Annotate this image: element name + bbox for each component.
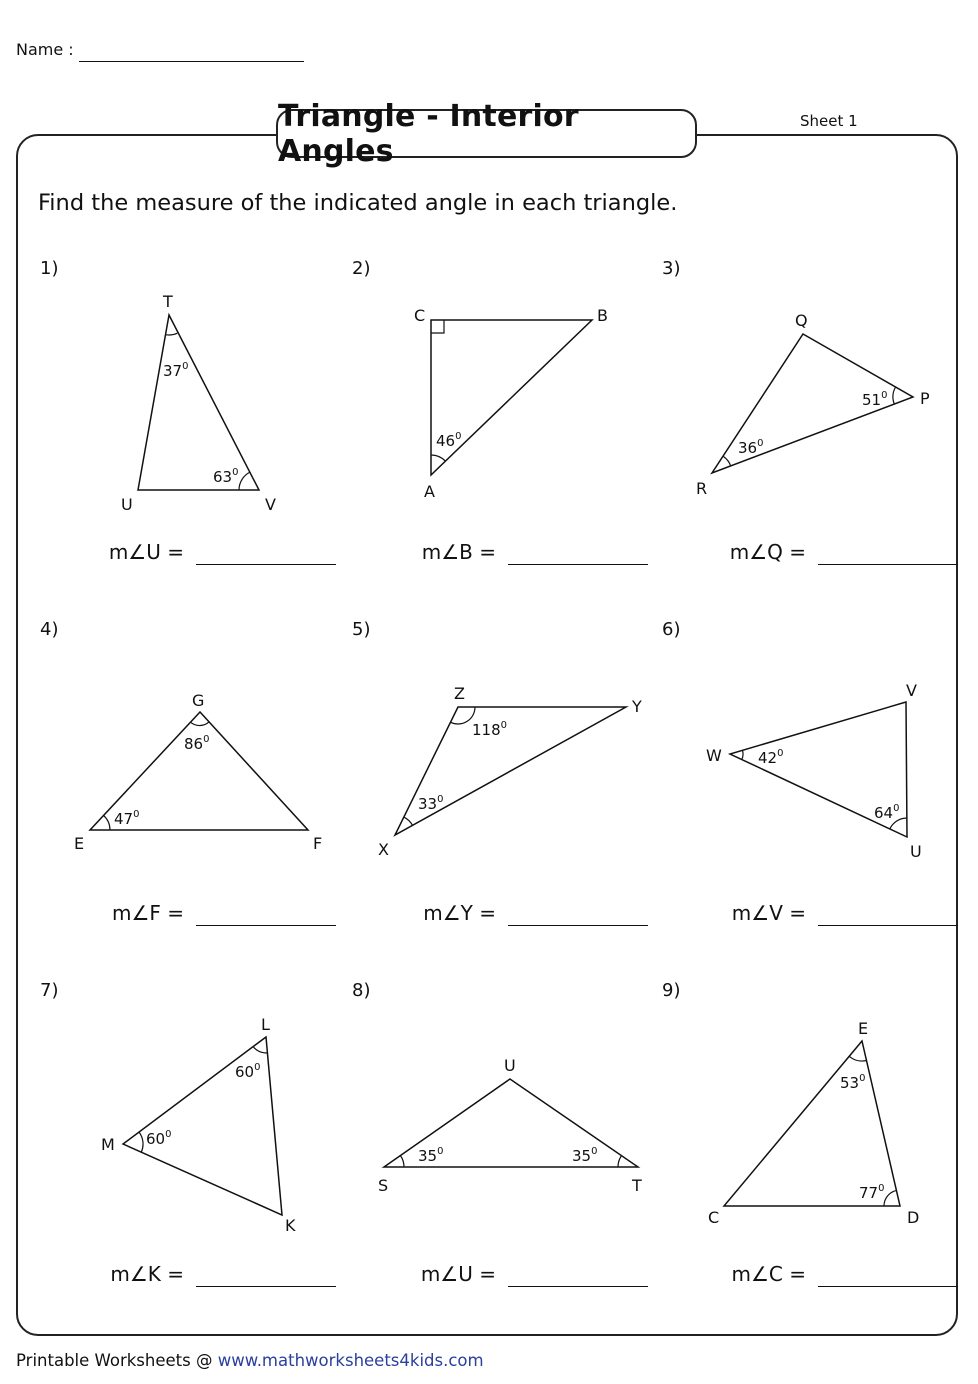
- problem-2: [346, 258, 646, 598]
- answer-label: m∠V =: [731, 901, 806, 925]
- angle-arc: [139, 1132, 143, 1152]
- vertex-label: S: [378, 1176, 389, 1195]
- answer-label: m∠B =: [421, 540, 496, 564]
- vertex-label: C: [708, 1208, 720, 1227]
- angle-arc: [404, 817, 413, 825]
- vertex-label: U: [504, 1056, 516, 1075]
- angle-label: $46^0$: [436, 431, 462, 450]
- vertex-label: G: [192, 691, 205, 710]
- answer-blank[interactable]: [818, 1286, 958, 1287]
- angle-label: $37^0$: [163, 361, 189, 380]
- problem-8: [346, 980, 646, 1320]
- angle-label: $60^0$: [235, 1062, 261, 1081]
- right-angle-mark: [431, 320, 444, 333]
- problem-number: 2): [352, 258, 371, 279]
- triangle-diagram: [34, 258, 334, 518]
- angle-label: $42^0$: [758, 748, 784, 767]
- angle-arc: [893, 387, 896, 404]
- triangle-shape: [431, 320, 592, 475]
- angle-label: $64^0$: [874, 803, 900, 822]
- vertex-label: K: [285, 1216, 296, 1235]
- angle-label: $77^0$: [859, 1183, 885, 1202]
- answer-blank[interactable]: [818, 564, 958, 565]
- answer-row: [346, 901, 646, 931]
- problem-number: 3): [662, 258, 681, 279]
- problem-number: 4): [40, 619, 59, 640]
- answer-blank[interactable]: [508, 925, 648, 926]
- answer-label: m∠U =: [108, 540, 184, 564]
- answer-row: [34, 901, 334, 931]
- angle-arc: [239, 472, 250, 490]
- answer-blank[interactable]: [196, 564, 336, 565]
- angle-arc: [431, 455, 445, 461]
- vertex-label: M: [101, 1135, 115, 1154]
- vertex-label: T: [163, 292, 173, 311]
- vertex-label: D: [907, 1208, 920, 1227]
- answer-label: m∠Q =: [729, 540, 806, 564]
- angle-arc: [618, 1156, 622, 1168]
- triangle-diagram: [656, 980, 956, 1240]
- angle-arc: [849, 1056, 866, 1061]
- angle-label: $63^0$: [213, 467, 239, 486]
- name-label: Name :: [16, 40, 74, 59]
- problem-1: [34, 258, 334, 598]
- vertex-label: E: [74, 834, 85, 853]
- problem-9: [656, 980, 956, 1320]
- triangle-shape: [724, 1041, 900, 1206]
- angle-arc: [884, 1190, 897, 1206]
- vertex-label: Z: [454, 684, 465, 703]
- problem-number: 6): [662, 619, 681, 640]
- problem-number: 9): [662, 980, 681, 1001]
- problem-number: 8): [352, 980, 371, 1001]
- vertex-label: Y: [632, 697, 642, 716]
- answer-blank[interactable]: [196, 925, 336, 926]
- problem-7: [34, 980, 334, 1320]
- answer-blank[interactable]: [818, 925, 958, 926]
- triangle-diagram: [656, 619, 956, 879]
- angle-label: $51^0$: [862, 390, 888, 409]
- triangle-diagram: [34, 619, 334, 879]
- triangle-diagram: [656, 258, 956, 518]
- vertex-label: U: [910, 842, 922, 861]
- vertex-label: U: [121, 495, 133, 514]
- triangle-diagram: [346, 980, 646, 1240]
- angle-label: $36^0$: [738, 438, 764, 457]
- instructions: Find the measure of the indicated angle in each triangle.: [38, 190, 678, 216]
- answer-blank[interactable]: [196, 1286, 336, 1287]
- angle-label: $47^0$: [114, 809, 140, 828]
- angle-arc: [742, 750, 743, 759]
- triangle-shape: [138, 315, 259, 490]
- angle-label: $33^0$: [418, 794, 444, 813]
- vertex-label: L: [261, 1015, 270, 1034]
- answer-row: [346, 540, 646, 570]
- problem-number: 1): [40, 258, 59, 279]
- vertex-label: P: [920, 389, 930, 408]
- vertex-label: V: [906, 681, 917, 700]
- angle-label: $86^0$: [184, 734, 210, 753]
- angle-label: $35^0$: [418, 1146, 444, 1165]
- answer-label: m∠K =: [110, 1262, 184, 1286]
- angle-arc: [724, 457, 731, 466]
- angle-arc: [253, 1047, 267, 1053]
- footer-link[interactable]: www.mathworksheets4kids.com: [217, 1351, 484, 1370]
- vertex-label: T: [632, 1176, 642, 1195]
- footer-text: Printable Worksheets @: [16, 1351, 218, 1370]
- problem-4: [34, 619, 334, 959]
- answer-label: m∠F =: [111, 901, 184, 925]
- angle-arc: [166, 333, 178, 335]
- answer-label: m∠U =: [420, 1262, 496, 1286]
- triangle-diagram: [346, 258, 646, 518]
- triangle-shape: [395, 707, 626, 835]
- triangle-diagram: [346, 619, 646, 879]
- vertex-label: F: [313, 834, 323, 853]
- problem-5: [346, 619, 646, 959]
- problem-number: 5): [352, 619, 371, 640]
- angle-label: $60^0$: [146, 1129, 172, 1148]
- answer-label: m∠C =: [731, 1262, 806, 1286]
- answer-blank[interactable]: [508, 1286, 648, 1287]
- angle-label: $118^0$: [472, 720, 508, 739]
- angle-label: $53^0$: [840, 1073, 866, 1092]
- answer-row: [34, 1262, 334, 1292]
- angle-arc: [400, 1156, 404, 1168]
- vertex-label: Q: [795, 311, 808, 330]
- vertex-label: V: [265, 495, 276, 514]
- vertex-label: E: [858, 1019, 869, 1038]
- vertex-label: X: [378, 840, 389, 859]
- answer-blank[interactable]: [508, 564, 648, 565]
- angle-arc: [191, 722, 210, 726]
- vertex-label: A: [424, 482, 435, 501]
- footer: [16, 1351, 484, 1370]
- answer-row: [656, 901, 956, 931]
- answer-row: [656, 540, 956, 570]
- vertex-label: R: [696, 479, 708, 498]
- angle-arc: [104, 815, 110, 830]
- problem-number: 7): [40, 980, 59, 1001]
- name-input-line[interactable]: [79, 61, 304, 62]
- answer-row: [346, 1262, 646, 1292]
- vertex-label: C: [414, 306, 426, 325]
- vertex-label: B: [597, 306, 608, 325]
- answer-row: [34, 540, 334, 570]
- triangle-diagram: [34, 980, 334, 1240]
- answer-label: m∠Y =: [423, 901, 496, 925]
- problem-3: [656, 258, 956, 598]
- angle-label: $35^0$: [572, 1146, 598, 1165]
- sheet-number: Sheet 1: [800, 112, 858, 130]
- worksheet-title: Triangle - Interior Angles: [276, 109, 697, 158]
- vertex-label: W: [706, 746, 722, 765]
- answer-row: [656, 1262, 956, 1292]
- problem-6: [656, 619, 956, 959]
